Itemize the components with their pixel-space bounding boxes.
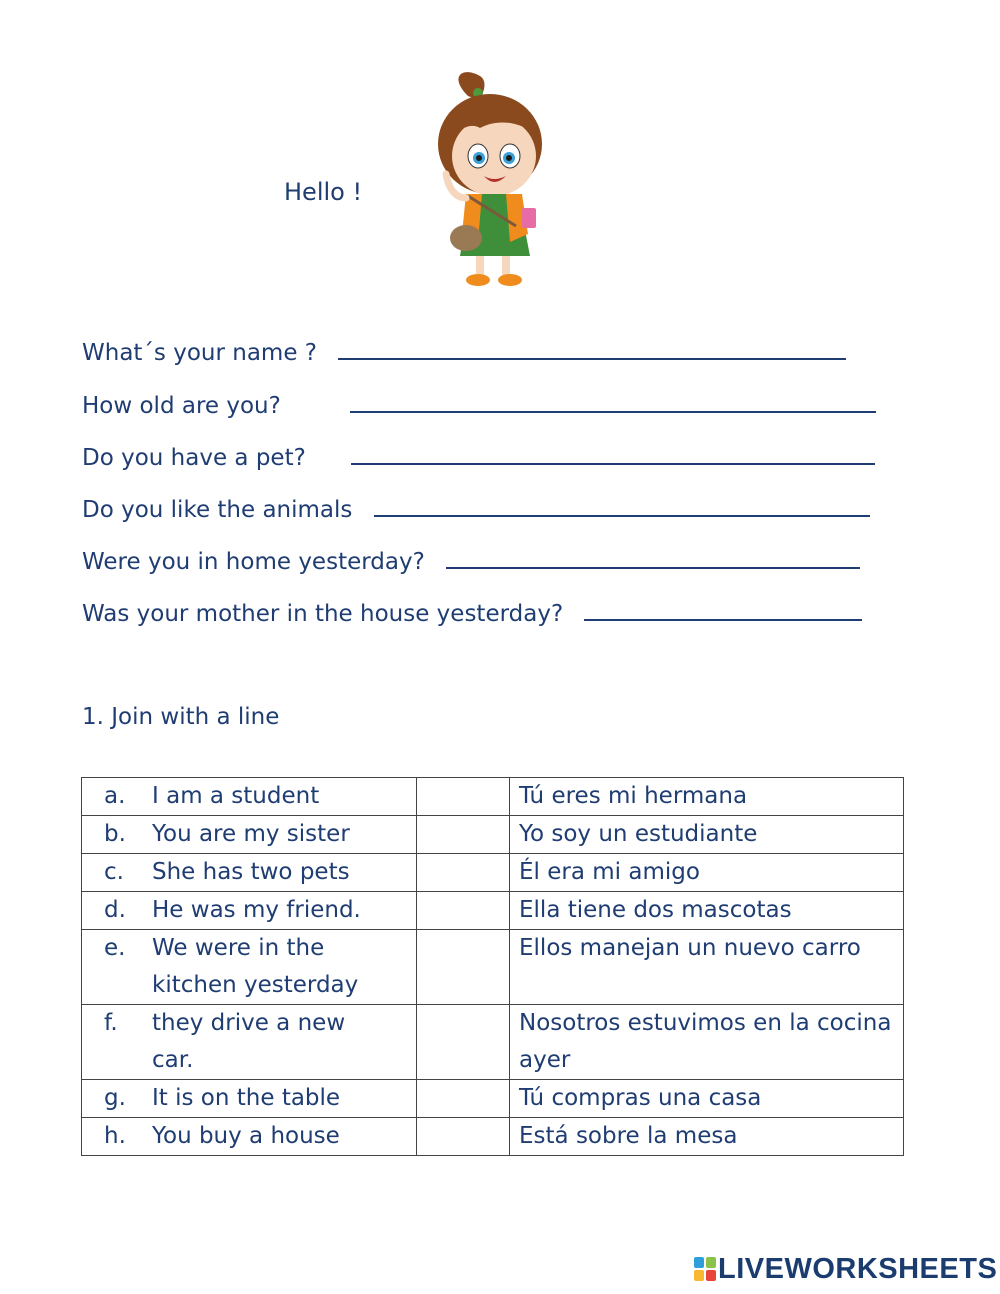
question-text: Was your mother in the house yesterday? [82, 601, 564, 627]
answer-line-pet[interactable] [351, 441, 875, 465]
table-row [82, 778, 904, 816]
table-row [82, 854, 904, 892]
answer-line-mother[interactable] [584, 597, 862, 621]
line-drawing-cell[interactable] [417, 1080, 510, 1118]
spanish-phrase: Tú eres mi hermana [510, 778, 904, 816]
english-cell [82, 1080, 417, 1118]
english-cell [82, 816, 417, 854]
table-row [82, 1118, 904, 1156]
english-cell [82, 930, 417, 1005]
question-pet [82, 441, 875, 471]
english-cell [82, 1118, 417, 1156]
table-row [82, 1005, 904, 1080]
item-letter: d. [104, 897, 126, 923]
question-name [82, 336, 846, 366]
join-table [81, 777, 904, 1156]
line-drawing-cell[interactable] [417, 816, 510, 854]
line-drawing-cell[interactable] [417, 854, 510, 892]
english-cell [82, 1005, 417, 1080]
answer-line-name[interactable] [338, 336, 846, 360]
question-mother [82, 597, 862, 627]
table-row [82, 930, 904, 1005]
item-letter: a. [104, 783, 126, 809]
greeting: Hello ! [284, 178, 363, 206]
english-phrase: You buy a house [152, 1123, 340, 1149]
question-age [82, 389, 876, 419]
english-phrase: It is on the table [152, 1085, 341, 1111]
item-letter: c. [104, 859, 124, 885]
spanish-phrase: Él era mi amigo [510, 854, 904, 892]
brand [694, 1253, 997, 1285]
english-phrase: they drive a new car. [152, 1010, 346, 1073]
question-text: How old are you? [82, 393, 281, 419]
spanish-phrase: Ella tiene dos mascotas [510, 892, 904, 930]
item-letter: e. [104, 935, 126, 961]
girl-illustration [418, 66, 568, 298]
line-drawing-cell[interactable] [417, 930, 510, 1005]
section-title: 1. Join with a line [82, 704, 280, 730]
line-drawing-cell[interactable] [417, 1005, 510, 1080]
english-phrase: We were in the kitchen yesterday [152, 935, 359, 998]
spanish-phrase: Yo soy un estudiante [510, 816, 904, 854]
english-phrase: He was my friend. [152, 897, 361, 923]
item-letter: b. [104, 821, 126, 847]
brand-text: LIVEWORKSHEETS [718, 1252, 998, 1285]
english-phrase: She has two pets [152, 859, 350, 885]
answer-line-animals[interactable] [374, 493, 870, 517]
line-drawing-cell[interactable] [417, 892, 510, 930]
english-phrase: I am a student [152, 783, 320, 809]
answer-line-home[interactable] [446, 545, 860, 569]
answer-line-age[interactable] [350, 389, 876, 413]
english-cell [82, 778, 417, 816]
table-row [82, 892, 904, 930]
spanish-phrase: Tú compras una casa [510, 1080, 904, 1118]
item-letter: f. [104, 1010, 118, 1036]
liveworksheets-logo-icon [694, 1257, 716, 1281]
question-text: Do you like the animals [82, 497, 353, 523]
question-text: Do you have a pet? [82, 445, 306, 471]
line-drawing-cell[interactable] [417, 778, 510, 816]
question-animals [82, 493, 870, 523]
table-row [82, 1080, 904, 1118]
english-cell [82, 854, 417, 892]
english-phrase: You are my sister [152, 821, 350, 847]
line-drawing-cell[interactable] [417, 1118, 510, 1156]
spanish-phrase: Ellos manejan un nuevo carro [510, 930, 904, 1005]
item-letter: h. [104, 1123, 126, 1149]
spanish-phrase: Está sobre la mesa [510, 1118, 904, 1156]
table-row [82, 816, 904, 854]
question-home [82, 545, 860, 575]
english-cell [82, 892, 417, 930]
question-text: Were you in home yesterday? [82, 549, 425, 575]
question-text: What´s your name ? [82, 340, 317, 366]
item-letter: g. [104, 1085, 126, 1111]
spanish-phrase: Nosotros estuvimos en la cocina ayer [510, 1005, 904, 1080]
